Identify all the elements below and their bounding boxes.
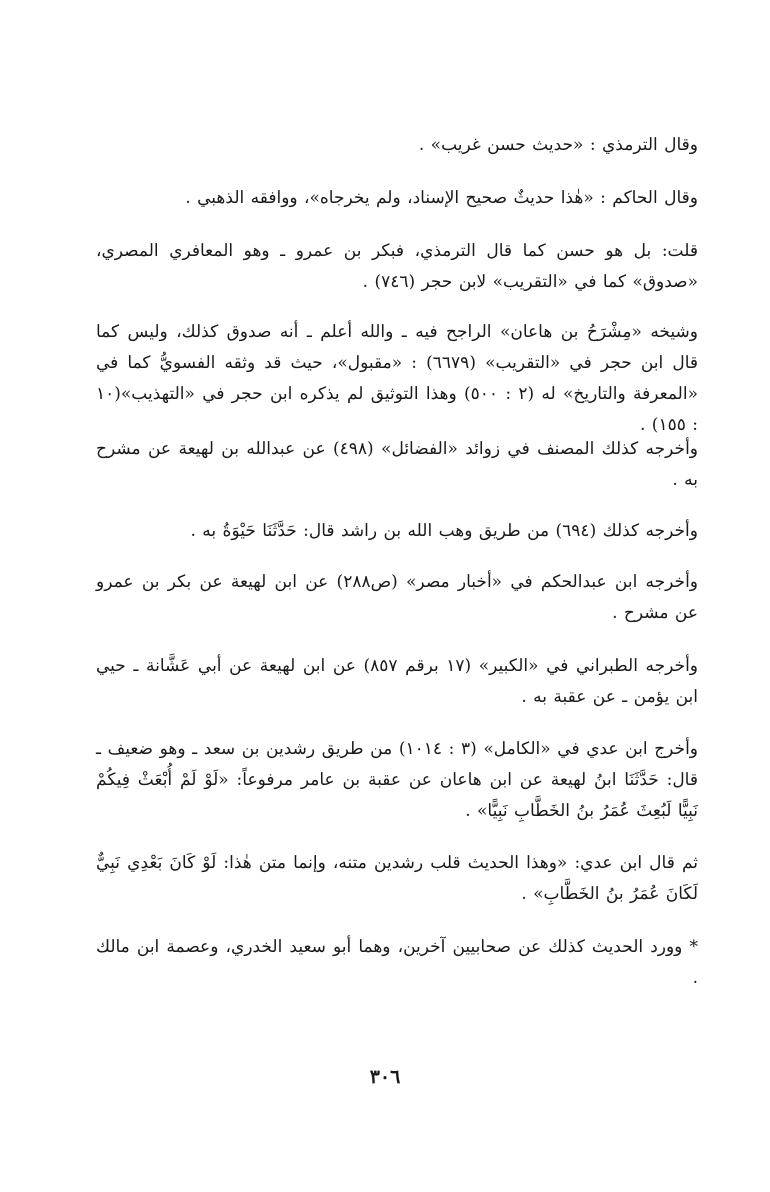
paragraph-other-companions	[96, 932, 698, 994]
paragraph-text: ثم قال ابن عدي: «وهذا الحديث قلب رشدين متنه، وإنما متن هٰذا: لَوْ كَانَ بَعْدِي نَبِيٌّ لَكَانَ عُمَرُ بنُ الخَطَّابِ» .	[96, 853, 698, 904]
paragraph-text: وأخرجه الطبراني في «الكبير» (١٧ برقم ٨٥٧) عن ابن لهيعة عن أبي عَشَّانة ـ حيي ابن يؤمن ـ عن عقبة به .	[96, 656, 698, 707]
paragraph-text: وقال الحاكم : «هٰذا حديثٌ صحيح الإسناد، ولم يخرجاه»، ووافقه الذهبي .	[185, 188, 698, 208]
paragraph-wahb-chain	[96, 516, 698, 547]
paragraph-text: قلت: بل هو حسن كما قال الترمذي، فبكر بن عمرو ـ وهو المعافري المصري، «صدوق» كما في «التقريب» لابن حجر (٧٤٦) .	[96, 241, 698, 292]
paragraph-text: وأخرجه كذلك (٦٩٤) من طريق وهب الله بن راشد قال: حَدَّثَنَا حَيْوَةُ به .	[190, 521, 698, 541]
paragraph-ibn-adi-comment	[96, 848, 698, 910]
paragraph-text: وشيخه «مِشْرَحُ بن هاعان» الراجح فيه ـ والله أعلم ـ أنه صدوق كذلك، وليس كما قال ابن حجر في «التقريب» (٦٦٧٩) : «مقبول»، حيث قد وثقه الفسويُّ كما في «المعرفة والتاريخ» له (٢ : ٥٠٠) وهذا التوثيق لم يذكره ابن حجر في «التهذيب»(١٠ : ١٥٥) .	[96, 322, 698, 435]
paragraph-text: وأخرجه ابن عبدالحكم في «أخبار مصر» (ص٢٨٨) عن ابن لهيعة عن بكر بن عمرو عن مشرح .	[96, 572, 698, 623]
paragraph-tirmidhi-grading	[96, 130, 698, 161]
paragraph-author-note	[96, 236, 698, 298]
paragraph-text: * وورد الحديث كذلك عن صحابيين آخرين، وهما أبو سعيد الخدري، وعصمة ابن مالك .	[96, 937, 698, 988]
page-number: ٣٠٦	[369, 1066, 401, 1088]
paragraph-ibn-adi-source	[96, 734, 698, 827]
paragraph-fadail-source	[96, 434, 698, 496]
paragraph-text: وأخرجه كذلك المصنف في زوائد «الفضائل» (٤٩٨) عن عبدالله بن لهيعة عن مشرح به .	[96, 439, 698, 490]
paragraph-tabarani-source	[96, 651, 698, 713]
paragraph-mishrah-grading	[96, 317, 698, 441]
paragraph-hakim-grading	[96, 183, 698, 214]
paragraph-text: وأخرج ابن عدي في «الكامل» (٣ : ١٠١٤) من طريق رشدين بن سعد ـ وهو ضعيف ـ قال: حَدَّثَنَا ابنُ لهيعة عن ابن هاعان عن عقبة بن عامر مرفوعاً: «لَوْ لَمْ أُبْعَثْ فِيكُمْ نَبِيًّا لَبُعِثَ عُمَرُ بنُ الخَطَّابِ نَبِيًّا» .	[96, 739, 698, 821]
paragraph-text: وقال الترمذي : «حديث حسن غريب» .	[418, 135, 698, 155]
paragraph-ibn-abdulhakam-source	[96, 567, 698, 629]
